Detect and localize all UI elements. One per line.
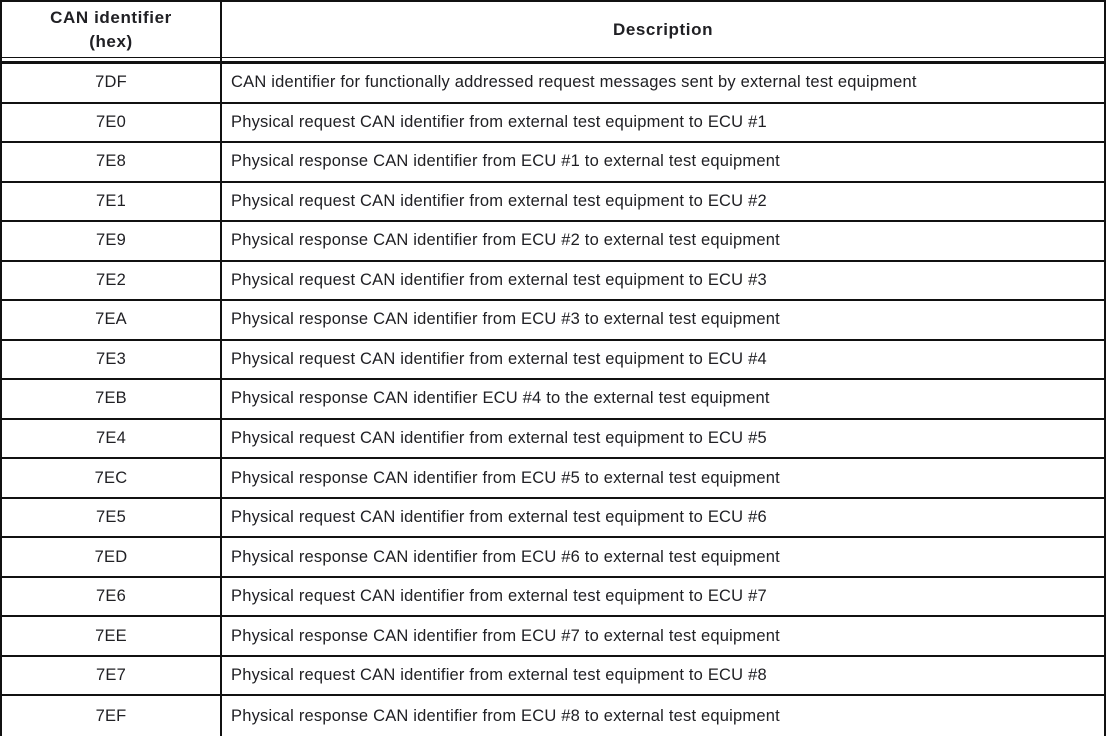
description-cell: Physical response CAN identifier from ECU #3 to external test equipment <box>222 301 1104 341</box>
header-label-description: Description <box>612 19 714 39</box>
description-cell: Physical response CAN identifier from ECU #1 to external test equipment <box>222 143 1104 183</box>
description-cell: Physical request CAN identifier from external test equipment to ECU #1 <box>222 104 1104 144</box>
can-id-cell: 7EC <box>2 459 222 499</box>
can-id-cell: 7E3 <box>2 341 222 381</box>
can-id-cell: 7EF <box>2 696 222 736</box>
can-id-cell: 7E0 <box>2 104 222 144</box>
can-id-cell: 7EA <box>2 301 222 341</box>
description-cell: Physical request CAN identifier from external test equipment to ECU #4 <box>222 341 1104 381</box>
can-id-cell: 7E6 <box>2 578 222 618</box>
description-cell: Physical response CAN identifier from ECU #6 to external test equipment <box>222 538 1104 578</box>
can-id-cell: 7E9 <box>2 222 222 262</box>
can-id-cell: 7ED <box>2 538 222 578</box>
column-header-can-identifier-hex <box>2 2 222 58</box>
description-cell: Physical request CAN identifier from external test equipment to ECU #8 <box>222 657 1104 697</box>
description-cell: Physical response CAN identifier ECU #4 to the external test equipment <box>222 380 1104 420</box>
description-cell: Physical request CAN identifier from external test equipment to ECU #2 <box>222 183 1104 223</box>
description-cell: Physical response CAN identifier from ECU #5 to external test equipment <box>222 459 1104 499</box>
header-label-can-identifier: CAN identifier <box>50 7 172 27</box>
description-cell: CAN identifier for functionally addressed request messages sent by external test equipment <box>222 64 1104 104</box>
description-cell: Physical request CAN identifier from external test equipment to ECU #5 <box>222 420 1104 460</box>
can-id-cell: 7EB <box>2 380 222 420</box>
can-id-cell: 7E8 <box>2 143 222 183</box>
description-cell: Physical request CAN identifier from external test equipment to ECU #6 <box>222 499 1104 539</box>
can-id-cell: 7DF <box>2 64 222 104</box>
description-cell: Physical request CAN identifier from external test equipment to ECU #7 <box>222 578 1104 618</box>
column-header-description <box>222 2 1104 58</box>
can-id-cell: 7EE <box>2 617 222 657</box>
can-id-cell: 7E7 <box>2 657 222 697</box>
can-id-cell: 7E2 <box>2 262 222 302</box>
description-cell: Physical response CAN identifier from ECU #2 to external test equipment <box>222 222 1104 262</box>
header-label-hex: (hex) <box>89 31 133 51</box>
description-cell: Physical response CAN identifier from ECU #7 to external test equipment <box>222 617 1104 657</box>
can-id-cell: 7E4 <box>2 420 222 460</box>
can-id-cell: 7E1 <box>2 183 222 223</box>
description-cell: Physical request CAN identifier from external test equipment to ECU #3 <box>222 262 1104 302</box>
can-id-cell: 7E5 <box>2 499 222 539</box>
description-cell: Physical response CAN identifier from ECU #8 to external test equipment <box>231 706 780 725</box>
